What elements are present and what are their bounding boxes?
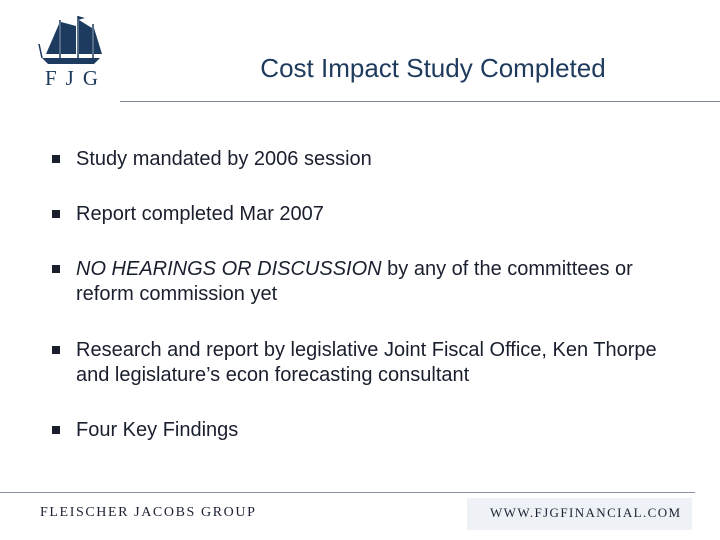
square-bullet-icon bbox=[52, 210, 60, 218]
bullet-text: Study mandated by 2006 session bbox=[76, 148, 372, 170]
bullet-text: Four Key Findings bbox=[76, 419, 239, 441]
bullet-item bbox=[46, 202, 686, 227]
bullet-item bbox=[46, 147, 686, 172]
bullet-list bbox=[46, 147, 686, 443]
bullet-emphasis: NO HEARINGS OR DISCUSSION bbox=[76, 258, 382, 280]
bullet-text: by any of the committees or reform commission yet bbox=[76, 258, 633, 305]
bullet-item bbox=[46, 418, 686, 443]
logo-text: FJG bbox=[44, 66, 108, 90]
footer-divider bbox=[0, 492, 695, 493]
slide-title: Cost Impact Study Completed bbox=[260, 53, 606, 83]
bullet-item bbox=[46, 257, 686, 307]
square-bullet-icon bbox=[52, 265, 60, 273]
company-logo bbox=[38, 14, 108, 94]
square-bullet-icon bbox=[52, 426, 60, 434]
bullet-text: Report completed Mar 2007 bbox=[76, 203, 324, 225]
bullet-item bbox=[46, 338, 686, 388]
footer-company-name: FLEISCHER JACOBS GROUP bbox=[40, 505, 257, 520]
footer-website: WWW.FJGFINANCIAL.COM bbox=[490, 505, 682, 520]
sailing-ship-icon bbox=[38, 14, 108, 66]
bullet-text: Research and report by legislative Joint Fiscal Office, Ken Thorpe and legislature’s econ forecasting consultant bbox=[76, 339, 657, 386]
square-bullet-icon bbox=[52, 346, 60, 354]
square-bullet-icon bbox=[52, 155, 60, 163]
title-divider bbox=[120, 101, 720, 102]
